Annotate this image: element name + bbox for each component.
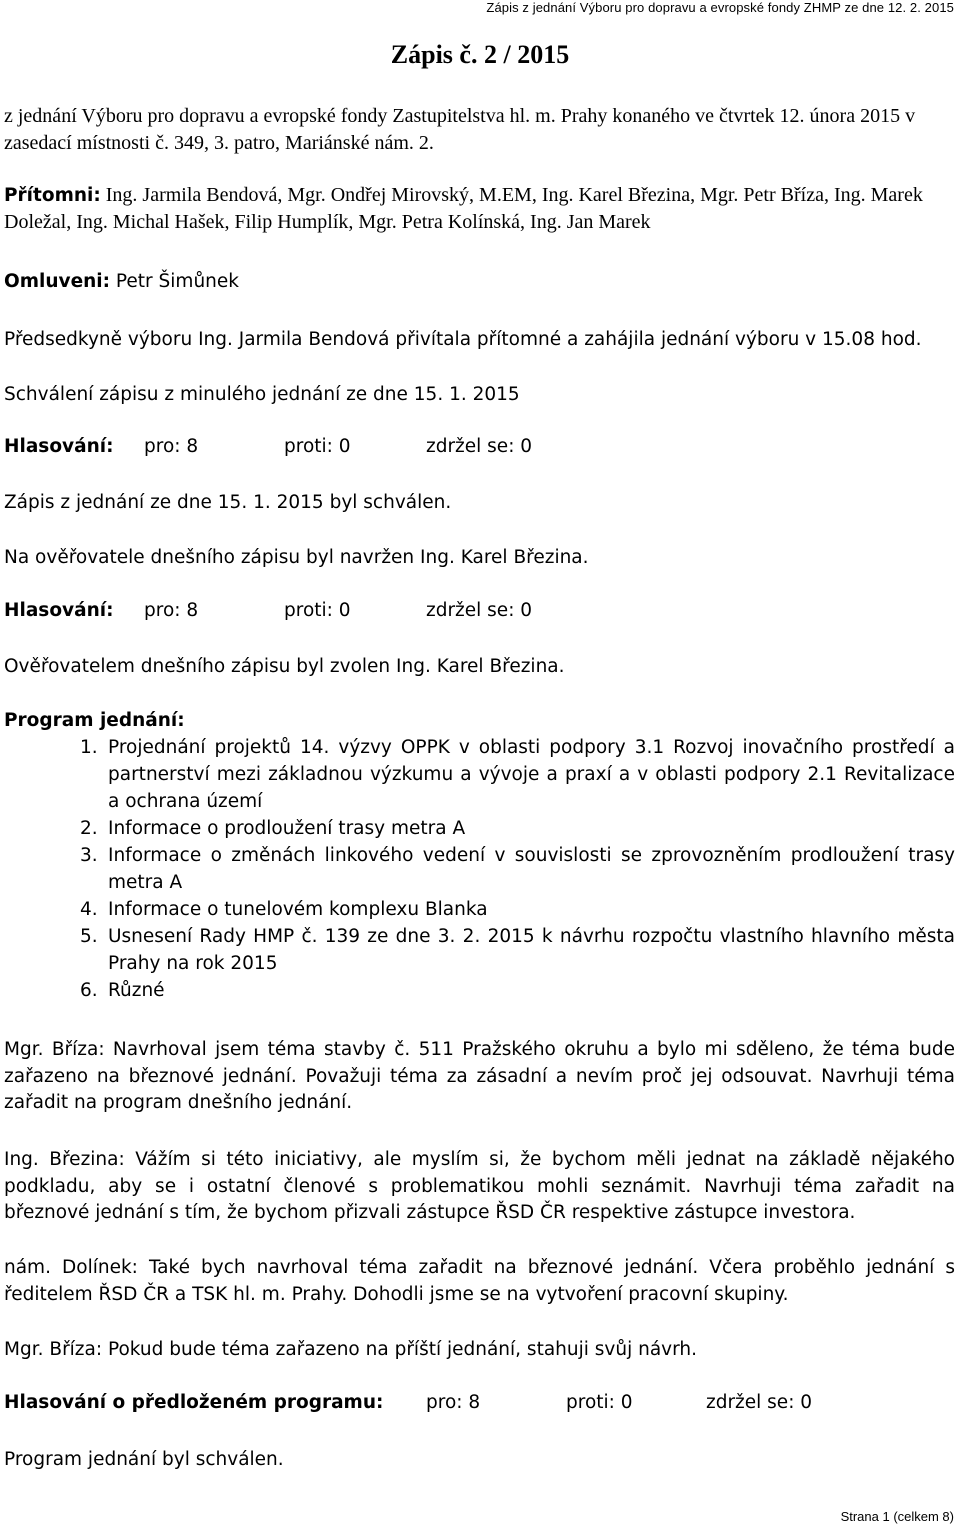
vote-pro: pro: 8	[426, 1392, 481, 1413]
program-item-text: Projednání projektů 14. výzvy OPPK v oblasti podpory 3.1 Rozvoj inovačního prostředí a partnerství mezi základnou výzkumu a vývoje a praxí a v oblasti podpory 2.1 Revitalizace a ochrana území	[108, 737, 955, 812]
vote-label: Hlasování:	[4, 436, 114, 457]
document-title: Zápis č. 2 / 2015	[390, 40, 570, 69]
program-item-text: Různé	[108, 980, 165, 1001]
opening-paragraph: Předsedkyně výboru Ing. Jarmila Bendová přivítala přítomné a zahájila jednání výboru v 15.08 hod.	[4, 329, 922, 350]
program-item-text: Informace o prodloužení trasy metra A	[108, 818, 466, 839]
vote-pro: pro: 8	[144, 436, 199, 457]
vote-proti: proti: 0	[284, 600, 351, 621]
program-item	[0, 977, 955, 1004]
vote-label: Hlasování o předloženém programu:	[4, 1392, 384, 1413]
page-footer: Strana 1 (celkem 8)	[840, 1509, 954, 1524]
vote-zdrzel: zdržel se: 0	[706, 1392, 813, 1413]
program-item-number: 3.	[80, 845, 98, 866]
program-item-text: Usnesení Rady HMP č. 139 ze dne 3. 2. 2015 k návrhu rozpočtu vlastního hlavního města Prahy na rok 2015	[108, 926, 955, 974]
discussion-paragraph: Mgr. Bříza: Navrhoval jsem téma stavby č. 511 Pražského okruhu a bylo mi sděleno, že téma bude zařazeno na březnové jednání. Považuji téma za zásadní a nevím proč jej odsouvat. Navrhuji téma zařadit na program dnešního jednání.	[4, 1039, 955, 1113]
program-list	[0, 734, 955, 1004]
verifier-proposed: Na ověřovatele dnešního zápisu byl navržen Ing. Karel Březina.	[4, 547, 589, 568]
present-members	[4, 182, 955, 236]
vote-pro: pro: 8	[144, 600, 199, 621]
discussion-paragraph: nám. Dolínek: Také bych navrhoval téma zařadit na březnové jednání. Včera proběhlo jednání s ředitelem ŘSD ČR a TSK hl. m. Prahy. Dohodli jsme se na vytvoření pracovní skupiny.	[4, 1257, 955, 1305]
discussion-paragraph: Ing. Březina: Vážím si této iniciativy, ale myslím si, že bychom měli jednat na základě nějakého podkladu, aby se i ostatní členové s problematikou mohli seznámit. Navrhuji téma zařadit na březnové jednání s tím, že bychom přizvali zástupce ŘSD ČR respektive zástupce investora.	[4, 1149, 955, 1223]
verifier-elected: Ověřovatelem dnešního zápisu byl zvolen Ing. Karel Březina.	[4, 656, 565, 677]
running-header: Zápis z jednání Výboru pro dopravu a evropské fondy ZHMP ze dne 12. 2. 2015	[486, 0, 954, 15]
program-item	[0, 842, 955, 896]
vote-proti: proti: 0	[284, 436, 351, 457]
program-approved: Program jednání byl schválen.	[4, 1449, 284, 1470]
excused-names: Petr Šimůnek	[110, 271, 239, 292]
program-heading: Program jednání:	[4, 710, 185, 731]
present-names: Ing. Jarmila Bendová, Mgr. Ondřej Mirovský, M.EM, Ing. Karel Březina, Mgr. Petr Bříza, Ing. Marek Doležal, Ing. Michal Hašek, Filip Humplík, Mgr. Petra Kolínská, Ing. Jan Marek	[4, 184, 923, 233]
approval-heading: Schválení zápisu z minulého jednání ze dne 15. 1. 2015	[4, 384, 520, 405]
program-item-number: 1.	[80, 737, 98, 758]
program-item-text: Informace o změnách linkového vedení v souvislosti se zprovozněním prodloužení trasy metra A	[108, 845, 955, 893]
vote-zdrzel: zdržel se: 0	[426, 600, 533, 621]
program-item	[0, 923, 955, 977]
approved-previous-minutes: Zápis z jednání ze dne 15. 1. 2015 byl schválen.	[4, 492, 452, 513]
vote-label: Hlasování:	[4, 600, 114, 621]
vote-zdrzel: zdržel se: 0	[426, 436, 533, 457]
excused-label: Omluveni:	[4, 271, 111, 292]
program-item-number: 5.	[80, 926, 98, 947]
vote-proti: proti: 0	[566, 1392, 633, 1413]
program-item-number: 2.	[80, 818, 98, 839]
present-label: Přítomni:	[4, 185, 101, 206]
program-item-text: Informace o tunelovém komplexu Blanka	[108, 899, 488, 920]
discussion-paragraph: Mgr. Bříza: Pokud bude téma zařazeno na příští jednání, stahuji svůj návrh.	[4, 1339, 698, 1360]
excused-members	[4, 269, 955, 296]
program-item-number: 6.	[80, 980, 98, 1001]
meeting-subtitle: z jednání Výboru pro dopravu a evropské fondy Zastupitelstva hl. m. Prahy konaného ve čtvrtek 12. února 2015 v zasedací místnosti č. 349, 3. patro, Mariánské nám. 2.	[4, 105, 916, 154]
program-item-number: 4.	[80, 899, 98, 920]
program-item	[0, 896, 955, 923]
program-item	[0, 734, 955, 815]
program-item	[0, 815, 955, 842]
